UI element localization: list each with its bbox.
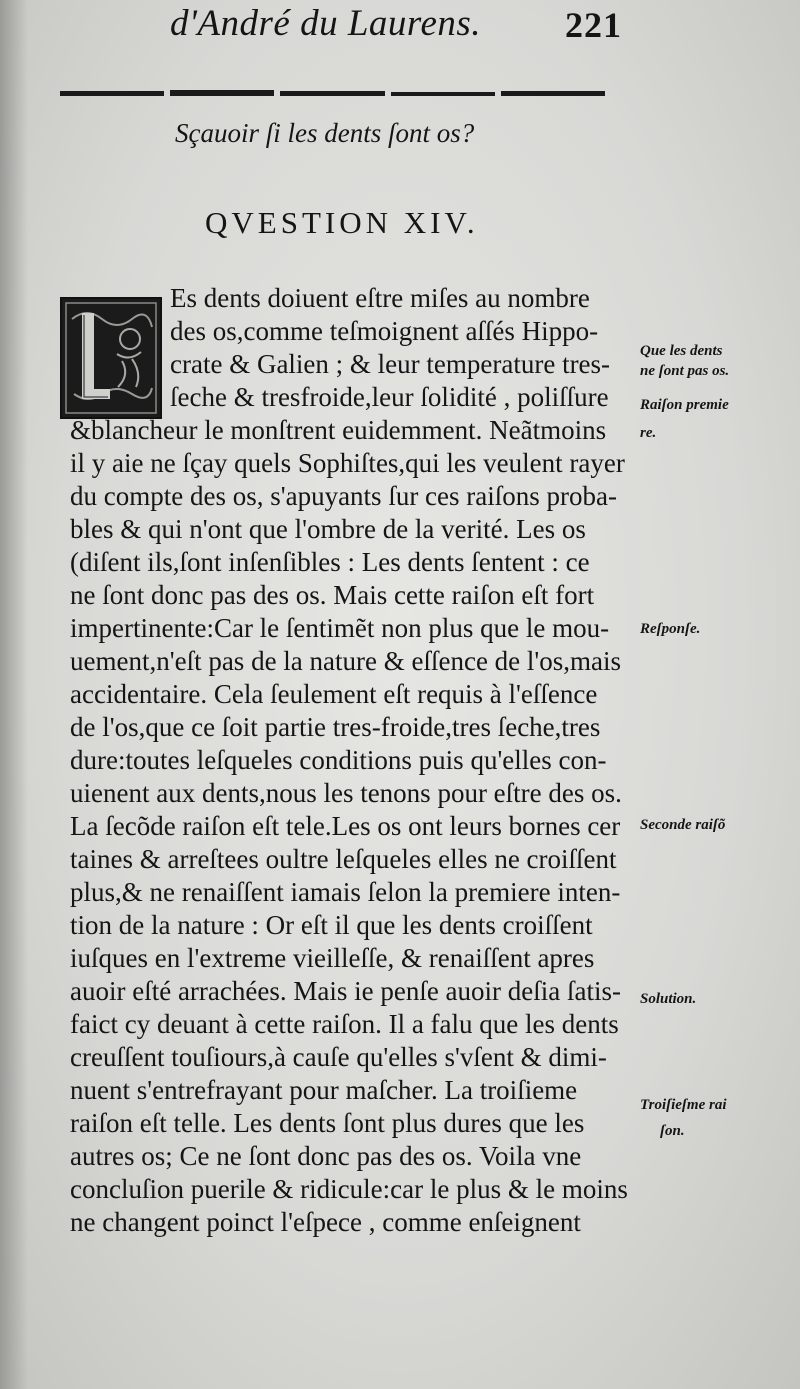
body-line: plus,& ne renaiſſent iamais ſelon la premiere inten-	[70, 877, 621, 907]
body-line: &blancheur le monſtrent euidemment. Neãtmoins	[70, 415, 607, 445]
body-line: de l'os,que ce ſoit partie tres-froide,tres ſeche,tres	[70, 712, 601, 742]
body-line: (diſent ils,ſont inſenſibles : Les dents ſentent : ce	[70, 547, 590, 577]
page-gutter-shadow	[0, 0, 28, 1389]
body-line: nuent s'entrefrayant pour maſcher. La troiſieme	[70, 1075, 578, 1105]
body-line: La ſecõde raiſon eſt tele.Les os ont leurs bornes cer	[70, 811, 621, 841]
body-line: autres os; Ce ne ſont donc pas des os. Voila vne	[70, 1141, 582, 1171]
margin-note: re.	[640, 425, 657, 441]
body-line: faict cy deuant à cette raiſon. Il a falu que les dents	[70, 1009, 619, 1039]
body-line: ne changent poinct l'eſpece , comme enſeignent	[70, 1207, 581, 1237]
body-line: Es dents doiuent eſtre miſes au nombre	[170, 283, 590, 313]
body-line: ſeche & tresfroide,leur ſolidité , poliſſure	[170, 382, 609, 412]
body-line: du compte des os, s'apuyants ſur ces raiſons proba-	[70, 481, 617, 511]
margin-note: Raiſon premie	[640, 397, 729, 413]
question-heading: QVESTION XIV.	[205, 205, 479, 240]
margin-note: Solution.	[640, 991, 697, 1007]
drop-cap-initial	[60, 297, 162, 419]
body-line: creuſſent touſiours,à cauſe qu'elles s'vſent & dimi-	[70, 1042, 607, 1072]
body-line: uienent aux dents,nous les tenons pour eſtre des os.	[70, 778, 622, 808]
margin-note: Reſponſe.	[640, 621, 701, 637]
margin-note: Troiſieſme rai	[640, 1097, 727, 1113]
body-line: des os,comme teſmoignent aſſés Hippo-	[170, 316, 599, 346]
margin-note: ſon.	[660, 1123, 685, 1139]
page-number: 221	[565, 5, 622, 45]
ornamented-initial-l-icon	[62, 299, 160, 417]
body-line: il y aie ne ſçay quels Sophiſtes,qui les veulent rayer	[70, 448, 625, 478]
body-line: ne ſont donc pas des os. Mais cette raiſon eſt fort	[70, 580, 595, 610]
body-line: concluſion puerile & ridicule:car le plus & le moins	[70, 1174, 628, 1204]
header-rule	[60, 80, 605, 96]
margin-note: Seconde raiſõ	[640, 817, 726, 833]
body-line: bles & qui n'ont que l'ombre de la verité. Les os	[70, 514, 586, 544]
body-line: uement,n'eſt pas de la nature & eſſence de l'os,mais	[70, 646, 622, 676]
body-line: iuſques en l'extreme vieilleſſe, & renaiſſent apres	[70, 943, 595, 973]
body-line: accidentaire. Cela ſeulement eſt requis à l'eſſence	[70, 679, 598, 709]
body-line: raiſon eſt telle. Les dents ſont plus dures que les	[70, 1108, 585, 1138]
body-line: tion de la nature : Or eſt il que les dents croiſſent	[70, 910, 593, 940]
running-head: d'André du Laurens.	[170, 3, 482, 44]
body-line: impertinente:Car le ſentimẽt non plus que le mou-	[70, 613, 610, 643]
body-line: dure:toutes leſqueles conditions puis qu'elles con-	[70, 745, 607, 775]
body-line: auoir eſté arrachées. Mais ie penſe auoir deſia ſatis-	[70, 976, 621, 1006]
section-title: Sçauoir ſi les dents ſont os?	[175, 118, 475, 148]
margin-note: Que les dents	[640, 343, 723, 359]
body-line: taines & arreſtees oultre leſqueles elles ne croiſſent	[70, 844, 617, 874]
margin-note: ne ſont pas os.	[640, 363, 730, 379]
body-line: crate & Galien ; & leur temperature tres-	[170, 349, 611, 379]
